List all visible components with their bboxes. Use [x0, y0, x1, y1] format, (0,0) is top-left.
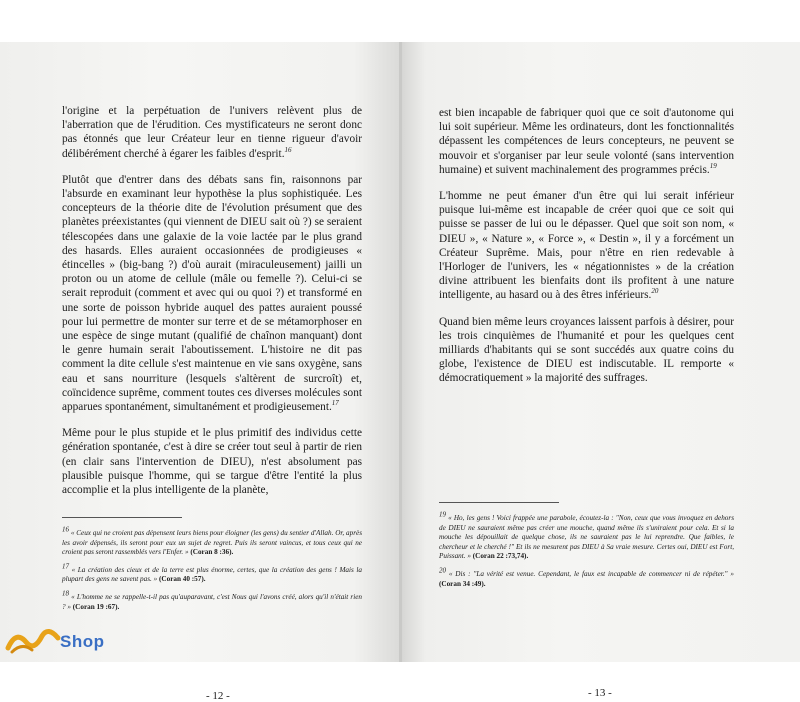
page-number-left: - 12 -: [206, 690, 230, 702]
footnote-divider: [62, 517, 182, 518]
right-page: [402, 42, 800, 699]
left-page: [0, 42, 402, 702]
right-paragraph-1: est bien incapable de fabriquer quoi que ce soit d'autonome qui lui soit supérieur. Même les ordinateurs, dont les fonctionnalités dépassent les compétences de leurs concepteurs, ne peuvent se mouvoir et s'organiser par leur seule volonté (sans intervention humaine) et suivent machinalement des programmes précis.$^{19}$: [439, 107, 734, 176]
footnote-mark-17: 17: [331, 399, 339, 408]
right-paragraph-3: Quand bien même leurs croyances laissent parfois à désirer, pour les trois cinquièmes de l'humanité et pour les quelques cent milliards d'habitants qui se sont succédés aux quatre coins du globe, l'existence de DIEU est indiscutable. IL remporte « démocratiquement » la majorité des suffrages.: [439, 315, 734, 385]
footnote-19: $^{19}$ « Ho, les gens ! Voici frappée une parabole, écoutez-la : "Non, ceux que vous invoquez en dehors de DIEU ne sauraient même pas créer une mouche, quand même ils s'uniraient pour cela. Et si la mouche les dépouillait de quelque chose, ils ne sauraient pas le lui reprendre. Que faibles, le chercheur et le cherché !" Et ils ne mesurent pas DIEU à Sa vraie mesure. Certes oui, DIEU est Fort, Puissant. » (Coran 22 :73,74).: [439, 510, 734, 561]
left-footnotes: [62, 525, 363, 620]
left-page-text: [62, 104, 362, 509]
right-footnotes: [439, 510, 734, 597]
left-paragraph-3: Même pour le plus stupide et le plus primitif des individus cette génération spontanée, c'est à dire se créer tout seul à partir de rien (en clair sans l'intervention de DIEU), n'est absolument pas plausible puisque l'homme, qui se targue d'être l'entité la plus accomplie et la plus intelligente de la planète,: [62, 427, 362, 497]
footnote-mark-19: 19: [709, 162, 717, 171]
footnote-17: $^{17}$ « La création des cieux et de la terre est plus énorme, certes, que la création des gens ! Mais la plupart des gens ne savent pas. » (Coran 40 :57).: [62, 562, 363, 584]
page-number-right: - 13 -: [588, 687, 612, 699]
footnote-18: $^{18}$ « L'homme ne se rappelle-t-il pas qu'auparavant, c'est Nous qui l'avons créé, alors qu'il n'était rien ? » (Coran 19 :67).: [62, 589, 362, 611]
footnote-20: $^{20}$ « Dis : "La vérité est venue. Cependant, le faux est incapable de commencer ni de répéter." » (Coran 34 :49).: [439, 566, 734, 588]
footnote-16: $^{16}$ « Ceux qui ne croient pas dépensent leurs biens pour éloigner (les gens) du sentier d'Allah. Or, après les avoir dépensés, ils seront pour eux un sujet de regret. Puis ils seront vaincus, et tous ceux qui ne croient pas seront rassemblés vers l'Enfer. » (Coran 8 :36).: [62, 525, 362, 557]
footnote-mark-16: 16: [284, 145, 292, 154]
shop-logo-text: Shop: [60, 632, 105, 651]
right-paragraph-2: L'homme ne peut émaner d'un être qui lui serait inférieur puisque lui-même est incapable de créer quoi que ce soit qui puisse se passer de lui ou le dépasser. Quel que soit son nom, « DIEU », « Nature », « Force », « Destin », il y a forcément un Créateur Suprême. Mais, pour n'être en rien redevable à l'Horloger de l'univers, les « négationnistes » de la création divine attribuent les bienfaits dont ils profitent à une nature intelligente, au hasard ou à des êtres inférieurs.$^{20}$: [439, 190, 734, 302]
footnote-divider: [439, 502, 559, 503]
left-paragraph-1: l'origine et la perpétuation de l'univers relèvent plus de l'aberration que de l'érudition. Ces mystificateurs ne seront donc pas étonnés que leur Créateur leur en tienne rigueur d'avoir délibérément cherché à égarer les faibles d'esprit.$^{16}$: [62, 105, 362, 160]
right-page-text: [439, 106, 734, 398]
footnote-mark-20: 20: [651, 287, 659, 296]
left-paragraph-2: Plutôt que d'entrer dans des débats sans fin, raisonnons par l'absurde en examinant leur hypothèse la plus sophistiquée. Les concepteurs de la théorie dite de l'évolution présument que des planètes préexistantes (qui viennent de DIEU sait où ?) se seraient télescopées dans une galaxie de la voie lactée par le plus grand des hasards. Elles auraient occasionnées de prodigieuses « étincelles » (big-bang ?) d'où aurait (miraculeusement) jailli un proton ou un atome de cellule (mâle ou femelle ?). Celui-ci se serait reproduit (comment et avec qui ou quoi ?) et transformé en une sorte de poisson hybride auquel des pattes auraient poussé pour lui permettre de monter sur terre et de se métamorphoser en une espèce de singe mutant (qualifié de chaînon manquant) dont le genre humain serait l'aboutissement. L'histoire ne dit pas comment la dite cellule s'est maintenue en vie sans oxygène, sans eau et sans nourriture (lesquels s'altèrent de surcroît) et, coïncidence suprême, comment toutes ces diverses molécules sont apparues spontanément, simultanément et prodigieusement.$^{17}$: [62, 173, 362, 414]
